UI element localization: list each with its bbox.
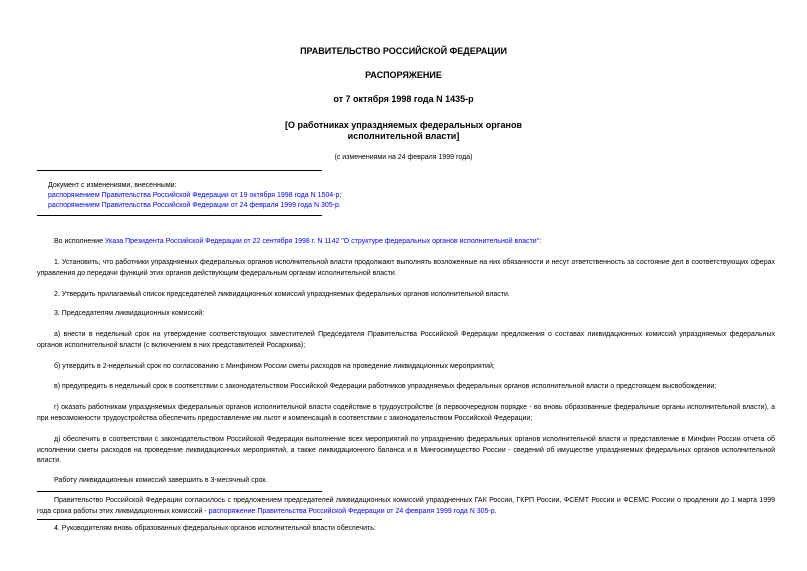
- paragraph-work-term: Работу ликвидационных комиссий завершить в 3-месячный срок.: [54, 477, 268, 484]
- paragraph-1: 1. Установить, что работники упраздняемых федеральных органов исполнительной власти продолжают выполнять возложенные на них обязанности и несут ответственность за состояние дел в соответствующих сферах управления до передачи функций этих органов действующим федеральным органам исполнительной власти.: [37, 259, 775, 277]
- intro-suffix: :: [539, 238, 542, 245]
- paragraph-2: 2. Утвердить прилагаемый список председателей ликвидационных комиссий упраздняемых федеральных органов исполнительной власти.: [54, 291, 510, 298]
- change-link-1[interactable]: распоряжением Правительства Российской Федерации от 19 октября 1998 года N 1504-р;: [48, 192, 342, 199]
- note-divider-bottom: [37, 519, 322, 520]
- changes-label: Документ с изменениями, внесенными:: [48, 182, 177, 189]
- note-divider-top: [37, 491, 322, 492]
- government-heading: ПРАВИТЕЛЬСТВО РОССИЙСКОЙ ФЕДЕРАЦИИ: [300, 46, 507, 56]
- document-date: от 7 октября 1998 года N 1435-р: [333, 94, 474, 104]
- divider-top: [37, 170, 322, 171]
- paragraph-4: 4. Руководителям вновь образованных федеральных органов исполнительной власти обеспечить:: [54, 525, 376, 532]
- note-prefix: Правительство Российской Федерации согласилось с предложением председателей ликвидационных комиссий упраздненных ГАК России, ГКРП России, ФСЕМТ России и ФСЕМС России о продлении до 1 марта 1999 года срока работы этих ликвидационных комиссий -: [37, 497, 775, 515]
- paragraph-3v: в) предупредить в недельный срок в соответствии с законодательством Российской Федерации работников упраздняемых федеральных органов исполнительной власти о предстоящем высвобождении;: [54, 383, 717, 390]
- paragraph-3d: д) обеспечить в соответствии с законодательством Российской Федерации выполнение всех мероприятий по упразднению федеральных органов исполнительной власти и представление в Минфин России отчета об исполнении сметы расходов на проведение ликвидационных мероприятий, а также ликвидационного баланса и в Мингосимущество России - сведений об имуществе упраздняемых федеральных органов исполнительной власти.: [37, 436, 775, 464]
- intro-prefix: Во исполнение: [54, 238, 105, 245]
- note-suffix: .: [494, 507, 497, 515]
- decree-link[interactable]: Указа Президента Российской Федерации от 22 сентября 1998 г. N 1142 "О структуре федеральных органов исполнительной власти": [104, 238, 540, 245]
- divider-bottom: [37, 215, 322, 216]
- changes-box: [48, 181, 348, 211]
- document-type: РАСПОРЯЖЕНИЕ: [365, 70, 442, 80]
- note-paragraph: [37, 496, 775, 517]
- paragraph-3a: а) внести в недельный срок на утверждение соответствующих заместителей Председателя Правительства Российской Федерации предложения о составах ликвидационных комиссий упраздняемых федеральных органов исполнительной власти (с включением в них представителей Росархива);: [37, 331, 775, 349]
- intro-paragraph: [37, 237, 775, 248]
- amendment-note: (с изменениями на 24 февраля 1999 года): [334, 154, 473, 161]
- paragraph-3: 3. Председателям ликвидационных комиссий:: [54, 310, 205, 317]
- document-title-line2: исполнительной власти]: [347, 131, 460, 141]
- note-link[interactable]: распоряжение Правительства Российской Федерации от 24 февраля 1999 года N 305-р: [208, 507, 495, 515]
- document-title-line1: [О работниках упраздняемых федеральных органов: [285, 120, 522, 130]
- paragraph-3b: б) утвердить в 2-недельный срок по согласованию с Минфином России сметы расходов на проведение ликвидационных мероприятий;: [54, 363, 495, 370]
- change-link-2[interactable]: распоряжением Правительства Российской Федерации от 24 февраля 1999 года N 305-р.: [48, 202, 341, 209]
- paragraph-3g: г) оказать работникам упраздняемых федеральных органов исполнительной власти содействие в трудоустройстве (в первоочередном порядке - во вновь образованные федеральные органы исполнительной власти), а при невозможности трудоустройства обеспечить предоставление им льгот и компенсаций в соответствии с законодательством Российской Федерации;: [37, 404, 775, 422]
